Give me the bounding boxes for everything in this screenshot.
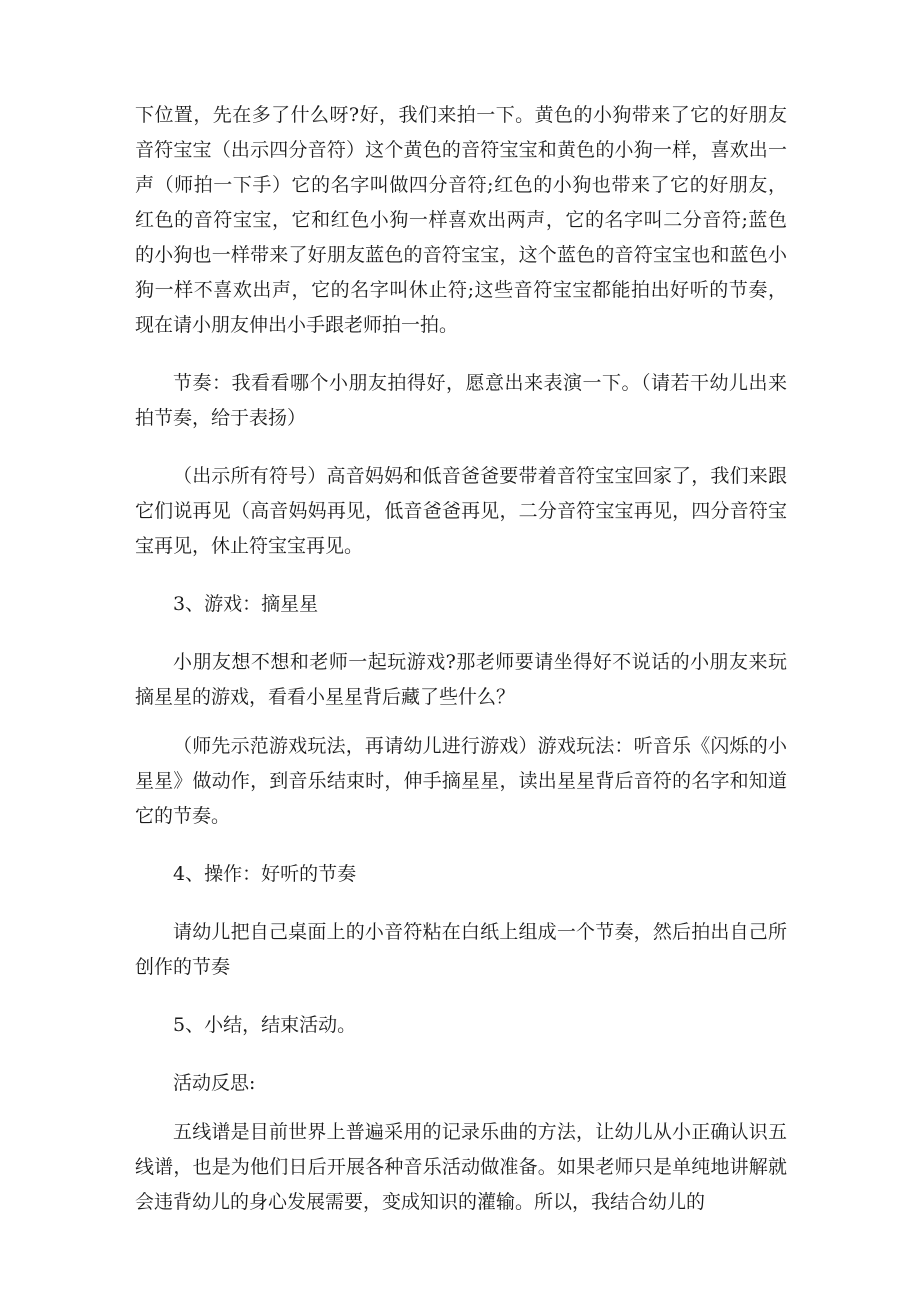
section-heading-operation: 4、操作：好听的节奏 xyxy=(173,863,357,885)
paragraph-operation: 请幼儿把自己桌面上的小音符粘在白纸上组成一个节奏，然后拍出自己所创作的节奏 xyxy=(135,921,787,978)
paragraph-goodbye: （出示所有符号）高音妈妈和低音爸爸要带着音符宝宝回家了，我们来跟它们说再见（高音妈妈再见，低音爸爸再见，二分音符宝宝再见，四分音符宝宝再见，休止符宝宝再见。 xyxy=(135,465,787,557)
paragraph-reflection: 五线谱是目前世界上普遍采用的记录乐曲的方法，让幼儿从小正确认识五线谱，也是为他们日后开展各种音乐活动做准备。如果老师只是单纯地讲解就会违背幼儿的身心发展需要，变成知识的灌输。所以，我结合幼儿的 xyxy=(135,1121,787,1213)
section-heading-reflection: 活动反思: xyxy=(173,1072,256,1094)
paragraph-game-rules: （师先示范游戏玩法，再请幼儿进行游戏）游戏玩法：听音乐《闪烁的小星星》做动作，到音乐结束时，伸手摘星星，读出星星背后音符的名字和知道它的节奏。 xyxy=(135,735,787,827)
paragraph-rhythm: 节奏：我看看哪个小朋友拍得好，愿意出来表演一下。（请若干幼儿出来拍节奏，给于表扬） xyxy=(135,372,787,429)
paragraph-story-intro: 下位置，先在多了什么呀?好，我们来拍一下。黄色的小狗带来了它的好朋友音符宝宝（出示四分音符）这个黄色的音符宝宝和黄色的小狗一样，喜欢出一声（师拍一下手）它的名字叫做四分音符;红色的小狗也带来了它的好朋友，红色的音符宝宝，它和红色小狗一样喜欢出两声，它的名字叫二分音符;蓝色的小狗也一样带来了好朋友蓝色的音符宝宝，这个蓝色的音符宝宝也和蓝色小狗一样不喜欢出声，它的名字叫休止符;这些音符宝宝都能拍出好听的节奏，现在请小朋友伸出小手跟老师拍一拍。 xyxy=(135,104,787,336)
section-heading-summary: 5、小结，结束活动。 xyxy=(173,1014,357,1036)
paragraph-game-intro: 小朋友想不想和老师一起玩游戏?那老师要请坐得好不说话的小朋友来玩摘星星的游戏，看看小星星背后藏了些什么？ xyxy=(135,651,787,708)
document-body xyxy=(135,98,787,1243)
section-heading-game: 3、游戏：摘星星 xyxy=(173,593,319,615)
